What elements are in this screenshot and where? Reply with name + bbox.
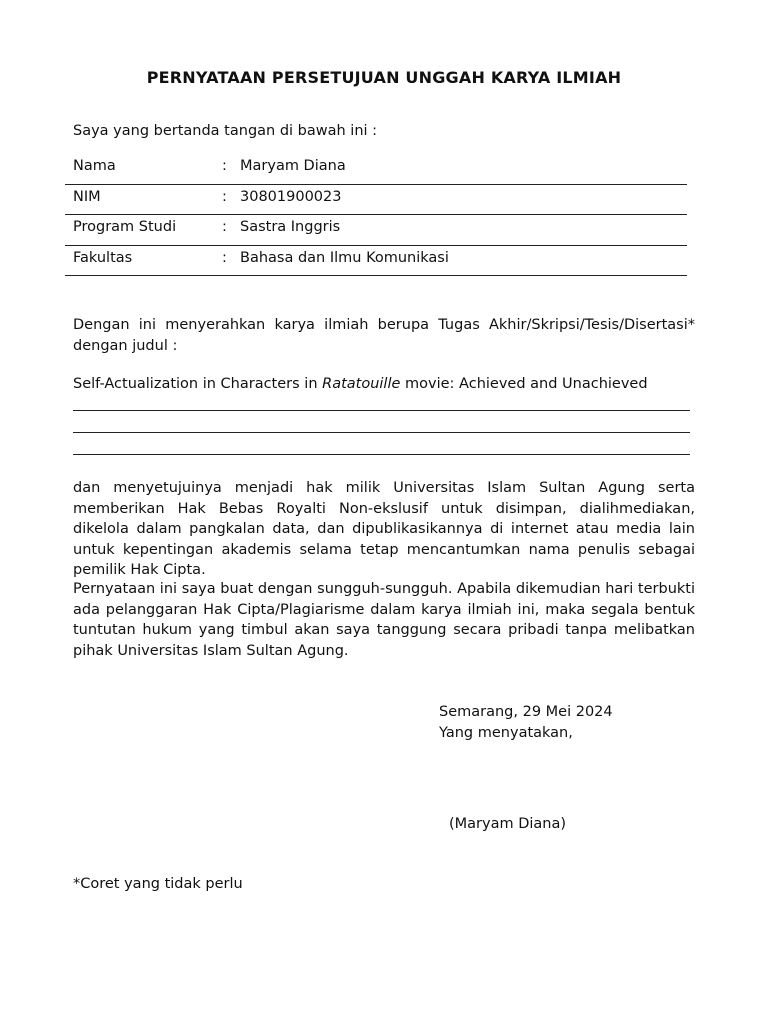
identity-colon: :: [222, 219, 227, 235]
agreement-paragraph: dan menyetujuinya menjadi hak milik Universitas Islam Sultan Agung serta memberikan Hak Bebas Royalti Non-ekslusif untuk disimpan, dialihmediakan, dikelola dalam pangkalan data, dan dipublikasikannya di internet atau media lain untuk kepentingan akademis selama tetap mencantumkan nama penulis sebagai pemilik Hak Cipta.: [73, 480, 695, 578]
intro-text: Saya yang bertanda tangan di bawah ini :: [73, 123, 378, 139]
signature-block: [439, 702, 613, 743]
footnote: *Coret yang tidak perlu: [73, 876, 243, 892]
work-title-suffix: movie: Achieved and Unachieved: [400, 376, 648, 392]
identity-value: 30801900023: [240, 188, 342, 205]
identity-row-fakultas: [65, 246, 687, 277]
identity-value: Maryam Diana: [240, 158, 346, 174]
identity-value: Sastra Inggris: [240, 219, 341, 235]
identity-row-nim: [65, 185, 687, 216]
identity-label: Nama: [73, 158, 116, 174]
title-blank-line: [73, 410, 690, 411]
place-date: Semarang, 29 Mei 2024: [439, 704, 613, 720]
identity-table: [65, 154, 687, 276]
declarant-label: Yang menyatakan,: [439, 724, 573, 741]
identity-colon: :: [222, 188, 227, 205]
work-title-prefix: Self-Actualization in Characters in: [73, 376, 323, 392]
title-blank-line: [73, 454, 690, 455]
signatory-name: (Maryam Diana): [449, 816, 567, 832]
title-blank-line: [73, 432, 690, 433]
identity-row-program-studi: [65, 215, 687, 246]
identity-row-nama: [65, 154, 687, 185]
identity-value: Bahasa dan Ilmu Komunikasi: [240, 249, 449, 266]
identity-label: NIM: [73, 188, 101, 205]
document-title: PERNYATAAN PERSETUJUAN UNGGAH KARYA ILMIAH: [146, 68, 622, 87]
declaration-paragraph: Pernyataan ini saya buat dengan sungguh-sungguh. Apabila dikemudian hari terbukti ada pelanggaran Hak Cipta/Plagiarisme dalam karya ilmiah ini, maka segala bentuk tuntutan hukum yang timbul akan saya tanggung secara pribadi tanpa melibatkan pihak Universitas Islam Sultan Agung.: [73, 581, 695, 659]
work-title: [73, 376, 648, 392]
submission-paragraph: Dengan ini menyerahkan karya ilmiah berupa Tugas Akhir/Skripsi/Tesis/Disertasi* dengan judul :: [73, 317, 695, 354]
identity-colon: :: [222, 158, 227, 174]
work-title-italic: Ratatouille: [322, 376, 401, 392]
identity-colon: :: [222, 249, 227, 266]
identity-label: Program Studi: [73, 219, 177, 235]
identity-label: Fakultas: [73, 249, 133, 266]
